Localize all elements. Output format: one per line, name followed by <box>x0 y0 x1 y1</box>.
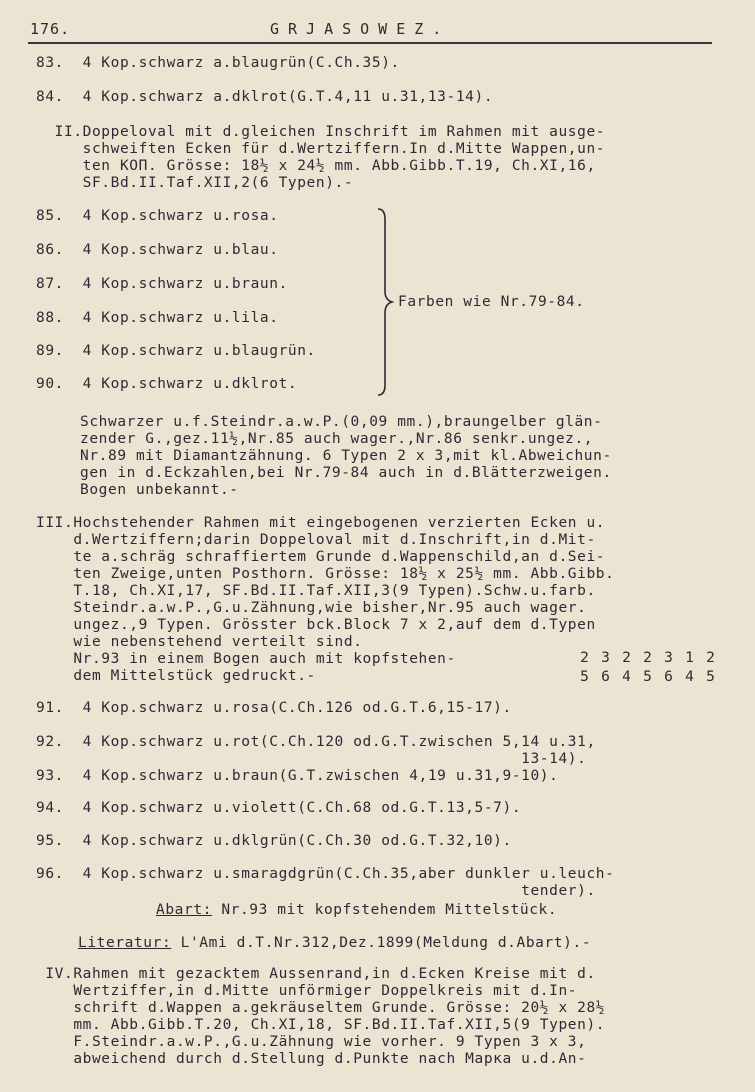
entry-85: 85. 4 Kop.schwarz u.rosa. <box>36 208 279 224</box>
grid-cell: 3 <box>601 650 610 666</box>
section-ii-line-1: II.Doppeloval mit d.gleichen Inschrift im Rahmen mit ausge- <box>36 124 606 140</box>
literatur-line <box>78 935 591 952</box>
description-line-3: Nr.89 mit Diamantzähnung. 6 Typen 2 x 3,mit kl.Abweichun- <box>80 448 612 464</box>
entry-96: 96. 4 Kop.schwarz u.smaragdgrün(C.Ch.35,aber dunkler u.leuch- <box>36 866 615 882</box>
grid-cell: 6 <box>601 669 610 685</box>
entry-84: 84. 4 Kop.schwarz a.dklrot(G.T.4,11 u.31,13-14). <box>36 89 494 105</box>
section-iv-line-6: abweichend durch d.Stellung d.Punkte nach Марка u.d.An- <box>36 1051 587 1067</box>
grid-cell: 4 <box>685 669 694 685</box>
entry-90: 90. 4 Kop.schwarz u.dklrot. <box>36 376 298 392</box>
section-iii-line-9: Nr.93 in einem Bogen auch mit kopfstehen- <box>36 651 456 667</box>
description-line-4: gen in d.Eckzahlen,bei Nr.79-84 auch in d.Blätterzweigen. <box>80 465 612 481</box>
grid-cell: 2 <box>706 650 715 666</box>
section-iv-line-4: mm. Abb.Gibb.T.20, Ch.XI,18, SF.Bd.II.Taf.XII,5(9 Typen). <box>36 1017 606 1033</box>
entry-86: 86. 4 Kop.schwarz u.blau. <box>36 242 279 258</box>
grid-cell: 5 <box>580 669 589 685</box>
entry-89: 89. 4 Kop.schwarz u.blaugrün. <box>36 343 316 359</box>
page-title: GRJASOWEZ. <box>270 20 451 38</box>
description-line-2: zender G.,gez.11½,Nr.85 auch wager.,Nr.86 senkr.ungez., <box>80 431 594 447</box>
grid-cell: 2 <box>622 650 631 666</box>
section-iii-line-8: wie nebenstehend verteilt sind. <box>36 634 363 650</box>
grid-cell: 4 <box>622 669 631 685</box>
description-line-5: Bogen unbekannt.- <box>80 482 239 498</box>
entry-96-cont: tender). <box>36 883 596 899</box>
abart-label: Abart: <box>156 902 212 918</box>
page-number: 176. <box>30 20 71 38</box>
grid-cell: 2 <box>580 650 589 666</box>
grid-cell: 2 <box>643 650 652 666</box>
section-iii-line-7: ungez.,9 Typen. Grösster bck.Block 7 x 2,auf dem d.Typen <box>36 617 596 633</box>
grid-cell: 5 <box>643 669 652 685</box>
section-iv-line-5: F.Steindr.a.w.P.,G.u.Zähnung wie vorher. 9 Typen 3 x 3, <box>36 1034 587 1050</box>
header-rule <box>28 42 712 44</box>
entry-91: 91. 4 Kop.schwarz u.rosa(C.Ch.126 od.G.T.6,15-17). <box>36 700 512 716</box>
abart-text: Nr.93 mit kopfstehendem Mittelstück. <box>211 902 558 918</box>
entry-87: 87. 4 Kop.schwarz u.braun. <box>36 276 288 292</box>
section-ii-line-3: ten KOП. Grösse: 18½ x 24½ mm. Abb.Gibb.T.19, Ch.XI,16, <box>36 158 596 174</box>
description-line-1: Schwarzer u.f.Steindr.a.w.P.(0,09 mm.),braungelber glän- <box>80 414 603 430</box>
entry-92-cont: 13-14). <box>36 751 587 767</box>
section-iii-line-5: T.18, Ch.XI,17, SF.Bd.II.Taf.XII,3(9 Typen).Schw.u.farb. <box>36 583 596 599</box>
literatur-label: Literatur: <box>78 935 172 951</box>
type-layout-grid <box>574 650 721 685</box>
entry-83: 83. 4 Kop.schwarz a.blaugrün(C.Ch.35). <box>36 55 400 71</box>
section-ii-line-4: SF.Bd.II.Taf.XII,2(6 Typen).- <box>36 175 354 191</box>
grid-cell: 6 <box>664 669 673 685</box>
section-ii-line-2: schweiften Ecken für d.Wertziffern.In d.Mitte Wappen,un- <box>36 141 606 157</box>
section-iv-line-2: Wertziffer,in d.Mitte unförmiger Doppelkreis mit d.In- <box>36 983 578 999</box>
section-iv-line-3: schrift d.Wappen a.gekräuseltem Grunde. Grösse: 20½ x 28½ <box>36 1000 606 1016</box>
grid-cell: 5 <box>706 669 715 685</box>
grid-cell: 1 <box>685 650 694 666</box>
section-iii-line-10: dem Mittelstück gedruckt.- <box>36 668 316 684</box>
farben-note: Farben wie Nr.79-84. <box>398 294 585 310</box>
grid-cell: 3 <box>664 650 673 666</box>
entry-94: 94. 4 Kop.schwarz u.violett(C.Ch.68 od.G.T.13,5-7). <box>36 800 522 816</box>
abart-line <box>156 902 557 919</box>
literatur-text: L'Ami d.T.Nr.312,Dez.1899(Meldung d.Abart).- <box>171 935 592 951</box>
entry-92: 92. 4 Kop.schwarz u.rot(C.Ch.120 od.G.T.zwischen 5,14 u.31, <box>36 734 596 750</box>
section-iv-line-1: IV.Rahmen mit gezacktem Aussenrand,in d.Ecken Kreise mit d. <box>36 966 596 982</box>
entry-93: 93. 4 Kop.schwarz u.braun(G.T.zwischen 4,19 u.31,9-10). <box>36 768 559 784</box>
section-iii-line-6: Steindr.a.w.P.,G.u.Zähnung,wie bisher,Nr.95 auch wager. <box>36 600 587 616</box>
entry-95: 95. 4 Kop.schwarz u.dklgrün(C.Ch.30 od.G.T.32,10). <box>36 833 512 849</box>
section-iii-line-4: ten Zweige,unten Posthorn. Grösse: 18½ x 25½ mm. Abb.Gibb. <box>36 566 615 582</box>
right-brace-icon <box>376 207 394 397</box>
section-iii-line-2: d.Wertziffern;darin Doppeloval mit d.Inschrift,in d.Mit- <box>36 532 596 548</box>
section-iii-line-3: te a.schräg schraffiertem Grunde d.Wappenschild,an d.Sei- <box>36 549 606 565</box>
entry-88: 88. 4 Kop.schwarz u.lila. <box>36 310 279 326</box>
section-iii-line-1: III.Hochstehender Rahmen mit eingebogenen verzierten Ecken u. <box>36 515 606 531</box>
